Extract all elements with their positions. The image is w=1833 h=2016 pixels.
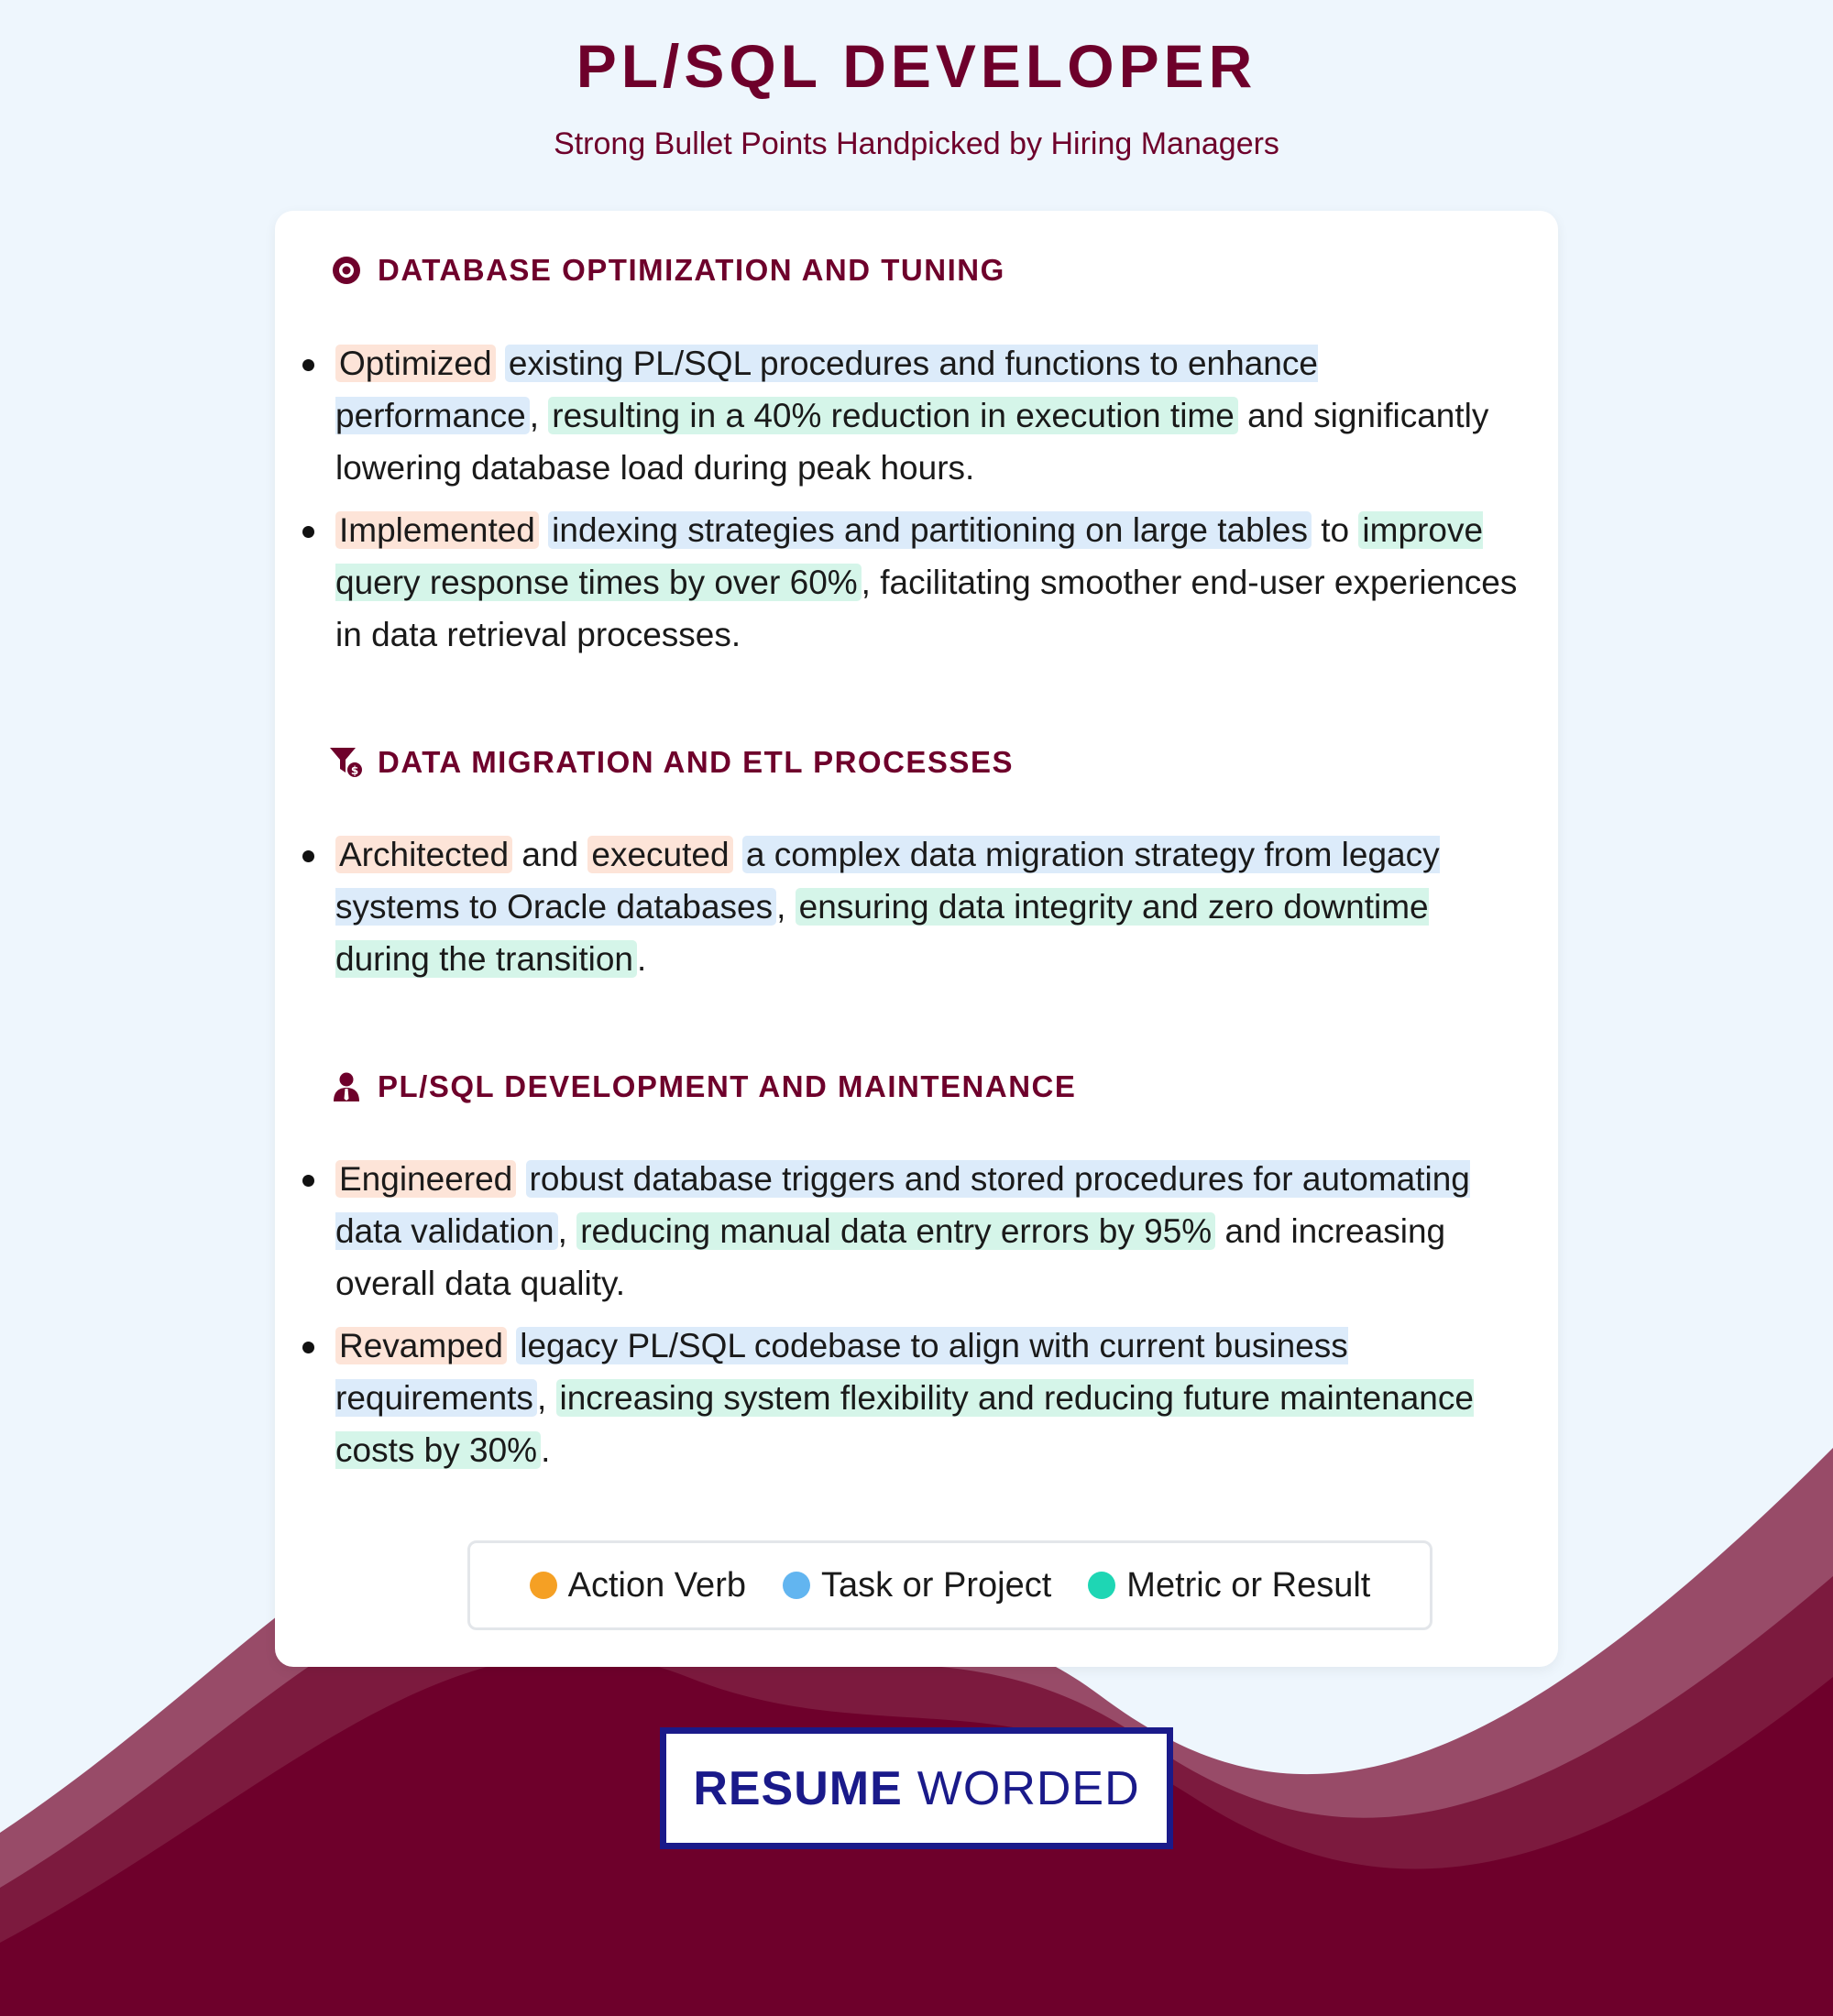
bullet-text: and significantly lowering database load during peak hours. [335,397,1489,487]
task-highlight: existing PL/SQL procedures and functions to enhance performance [335,345,1318,434]
legend-item-metric-result [1088,1566,1370,1605]
svg-text:$: $ [350,764,359,777]
task-highlight: robust database triggers and stored procedures for automating data validation [335,1160,1470,1250]
task-highlight: indexing strategies and partitioning on large tables [548,511,1312,549]
section-heading [328,1068,1076,1106]
action-verb-highlight: Engineered [335,1160,516,1198]
bullet-text: and increasing overall data quality. [335,1212,1446,1302]
bullet-text [496,345,505,382]
bullet-text [507,1327,516,1364]
task-highlight: a complex data migration strategy from legacy systems to Oracle databases [335,836,1440,926]
bullet-text [539,511,548,549]
bullet-text: . [636,940,647,978]
action-verb-highlight: executed [587,836,732,873]
bullet-item [302,1320,1531,1476]
legend-label: Task or Project [820,1565,1052,1605]
page-title: PL/SQL DEVELOPER [576,32,1257,100]
bullet-text: . [541,1431,551,1469]
bullet-text [516,1160,525,1198]
section-title: DATA MIGRATION AND ETL PROCESSES [378,745,1014,779]
legend-dot [1088,1572,1115,1599]
target-icon [328,252,365,289]
legend-item-action-verb [530,1566,746,1605]
bullet-item [302,337,1531,494]
legend-item-task-project [783,1566,1051,1605]
bullet-list [302,1153,1531,1486]
brand-bold-text: RESUME [693,1761,903,1815]
action-verb-highlight: Revamped [335,1327,507,1364]
bullet-text: to [1312,511,1359,549]
action-verb-highlight: Optimized [335,345,496,382]
user-tie-icon [328,1068,365,1105]
metric-highlight: increasing system flexibility and reducing future maintenance costs by 30% [335,1379,1474,1469]
resume-card [275,211,1558,1667]
bullet-item [302,1153,1531,1309]
section-heading [328,743,1014,782]
bullet-text: and [512,836,588,873]
bullet-text: , [557,1212,577,1250]
bullet-text: , facilitating smoother end-user experiences in data retrieval processes. [335,564,1518,653]
metric-highlight: ensuring data integrity and zero downtime during the transition [335,888,1429,978]
action-verb-highlight: Implemented [335,511,539,549]
legend-label: Action Verb [567,1565,746,1605]
brand-light-text: WORDED [916,1761,1140,1815]
task-highlight: legacy PL/SQL codebase to align with current business requirements [335,1327,1348,1417]
page-subtitle: Strong Bullet Points Handpicked by Hiring Managers [554,126,1279,161]
legend-label: Metric or Result [1126,1565,1371,1605]
metric-highlight: reducing manual data entry errors by 95% [576,1212,1215,1250]
resume-worded-logo[interactable] [660,1727,1173,1849]
action-verb-highlight: Architected [335,836,512,873]
bullet-list [302,828,1531,995]
section-heading [328,251,1005,290]
bullet-text: , [776,888,796,926]
bullet-text: , [529,397,549,434]
bullet-item [302,828,1531,985]
highlight-legend [467,1540,1432,1630]
section-title: PL/SQL DEVELOPMENT AND MAINTENANCE [378,1069,1077,1103]
metric-highlight: resulting in a 40% reduction in execution time [548,397,1238,434]
bullet-text [733,836,742,873]
bullet-list [302,337,1531,671]
legend-dot [530,1572,557,1599]
section-title: DATABASE OPTIMIZATION AND TUNING [378,253,1005,287]
legend-dot [783,1572,810,1599]
metric-highlight: improve query response times by over 60% [335,511,1484,601]
bullet-text: , [536,1379,556,1417]
funnel-dollar-icon [328,744,365,781]
bullet-item [302,504,1531,661]
page-header [0,29,1833,163]
